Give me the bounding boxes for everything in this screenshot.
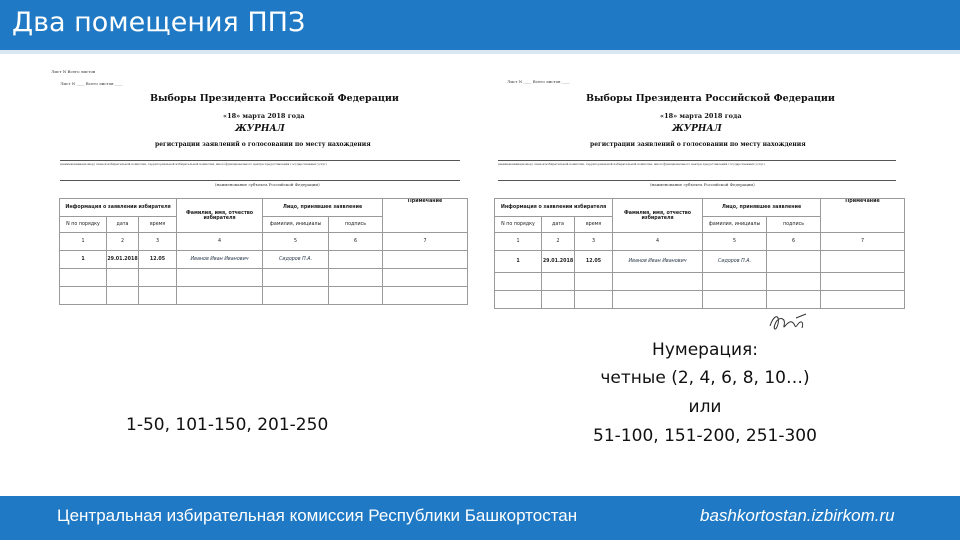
journal-subtitle: регистрации заявлений о голосовании по месту нахождения [590,141,806,148]
journal-right [490,62,910,312]
blank-line [60,160,460,161]
journal-subtitle: регистрации заявлений о голосовании по месту нахождения [155,141,371,148]
numbering-ranges: 51-100, 151-200, 251-300 [593,426,817,446]
journal-table [59,198,468,305]
row-signature [767,251,821,273]
slide-title: Два помещения ППЗ [12,7,306,38]
signature-icon [766,308,816,338]
col-date: дата [542,217,575,233]
col-number: 6 [329,233,383,251]
row-date: 29.01.2018 [107,251,139,269]
journal-left [51,62,475,312]
numbering-even: четные (2, 4, 6, 8, 10…) [600,368,810,388]
row-fio: Иванов Иван Иванович [613,251,703,273]
left-caption: 1-50, 101-150, 201-250 [126,415,329,435]
col-number: 2 [107,233,139,251]
journal-title: ЖУРНАЛ [672,124,722,134]
col-number: 4 [177,233,263,251]
col-note: Примечание [821,199,905,233]
sheet-number-line: Лист N ____ Всего листов ____ [507,79,570,84]
row-note [383,251,468,269]
row-fio: Иванов Иван Иванович [177,251,263,269]
col-number: 1 [495,233,542,251]
journal-table [494,198,905,309]
col-number: 4 [613,233,703,251]
col-number: 2 [542,233,575,251]
region-note: (наименование субъекта Российской Федерации) [650,182,755,187]
col-person: Лицо, принявшее заявление [703,199,821,217]
sheet-number-line-2: Лист N ____ Всего листов ____ [60,81,123,86]
election-date: «18» марта 2018 года [223,112,305,120]
col-surname: фамилия, инициалы [263,217,329,233]
col-num: N по порядку [495,217,542,233]
col-number: 6 [767,233,821,251]
election-date: «18» марта 2018 года [660,112,742,120]
col-signature: подпись [329,217,383,233]
title-bar-underline [0,50,960,54]
org-note: (наименование(номер) членов избирательной комиссии, территориальной избирательной комиссии, многофункционального центра предоставления государственных услуг) [60,162,327,166]
col-date: дата [107,217,139,233]
row-note [821,251,905,273]
col-note: Примечание [383,199,468,233]
numbering-title: Нумерация: [652,340,758,360]
row-date: 29.01.2018 [542,251,575,273]
col-info: Информация о заявлении избирателя [60,199,177,217]
row-num: 1 [495,251,542,273]
col-fio: Фамилия, имя, отчество избирателя [613,199,703,233]
row-surname: Сидоров П.А. [703,251,767,273]
col-info: Информация о заявлении избирателя [495,199,613,217]
col-number: 3 [575,233,613,251]
footer-website-link[interactable]: bashkortostan.izbirkom.ru [700,506,895,525]
blank-line [498,160,896,161]
election-heading: Выборы Президента Российской Федерации [150,93,399,104]
journal-title: ЖУРНАЛ [235,124,285,134]
col-signature: подпись [767,217,821,233]
row-num: 1 [60,251,107,269]
election-heading: Выборы Президента Российской Федерации [586,93,835,104]
col-number: 3 [139,233,177,251]
col-fio: Фамилия, имя, отчество избирателя [177,199,263,233]
col-time: время [575,217,613,233]
blank-line-2 [60,180,460,181]
col-num: N по порядку [60,217,107,233]
row-time: 12.05 [575,251,613,273]
numbering-or: или [688,397,722,417]
col-number: 5 [263,233,329,251]
region-note: (наименование субъекта Российской Федерации) [215,182,320,187]
col-surname: фамилия, инициалы [703,217,767,233]
sheet-number-line: Лист N Всего листов [51,69,96,74]
col-person: Лицо, принявшее заявление [263,199,383,217]
row-surname: Сидоров П.А. [263,251,329,269]
col-time: время [139,217,177,233]
col-number: 7 [383,233,468,251]
row-signature [329,251,383,269]
org-note: (наименование(номер) членов избирательной комиссии, территориальной избирательной комиссии, многофункционального центра предоставления государственных услуг) [498,162,765,166]
col-number: 1 [60,233,107,251]
col-number: 7 [821,233,905,251]
col-number: 5 [703,233,767,251]
footer-organization: Центральная избирательная комиссия Республики Башкортостан [57,506,578,525]
row-time: 12.05 [139,251,177,269]
blank-line-2 [498,180,896,181]
